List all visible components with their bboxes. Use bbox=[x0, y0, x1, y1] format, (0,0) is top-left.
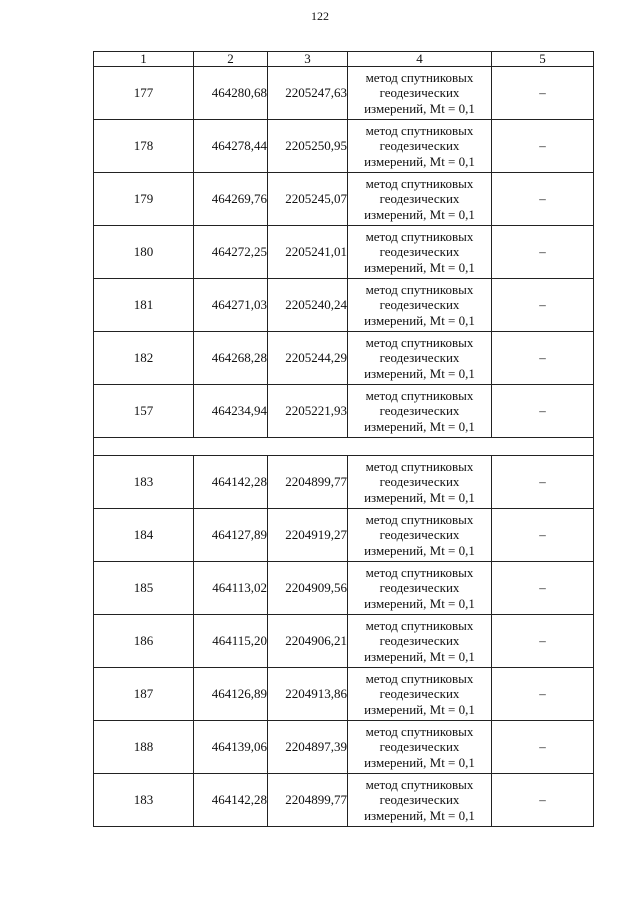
method-cell bbox=[348, 332, 492, 385]
method-line: измерений, Mt = 0,1 bbox=[364, 701, 475, 717]
method-line: геодезических bbox=[379, 244, 460, 260]
coordinate-y: 2204919,27 bbox=[268, 509, 348, 562]
coordinate-x: 464126,89 bbox=[194, 668, 268, 721]
note-cell: – bbox=[492, 120, 594, 173]
table-row bbox=[94, 668, 594, 721]
method-line: измерений, Mt = 0,1 bbox=[364, 542, 475, 558]
method-line: геодезических bbox=[379, 474, 460, 490]
note-cell: – bbox=[492, 721, 594, 774]
note-cell: – bbox=[492, 774, 594, 827]
method-line: измерений, Mt = 0,1 bbox=[364, 259, 475, 275]
method-line: геодезических bbox=[379, 686, 460, 702]
column-header: 4 bbox=[348, 52, 492, 67]
method-line: геодезических bbox=[379, 350, 460, 366]
point-number: 188 bbox=[94, 721, 194, 774]
coordinate-y: 2205244,29 bbox=[268, 332, 348, 385]
note-cell: – bbox=[492, 226, 594, 279]
method-cell bbox=[348, 67, 492, 120]
point-number: 180 bbox=[94, 226, 194, 279]
column-header: 1 bbox=[94, 52, 194, 67]
method-line: метод спутниковых bbox=[365, 122, 474, 138]
point-number: 183 bbox=[94, 456, 194, 509]
method-line: измерений, Mt = 0,1 bbox=[364, 100, 475, 116]
coordinate-x: 464142,28 bbox=[194, 774, 268, 827]
method-line: измерений, Mt = 0,1 bbox=[364, 206, 475, 222]
separator-row bbox=[94, 438, 594, 456]
coordinate-y: 2205250,95 bbox=[268, 120, 348, 173]
method-line: метод спутниковых bbox=[365, 564, 474, 580]
method-cell bbox=[348, 562, 492, 615]
note-cell: – bbox=[492, 332, 594, 385]
method-line: измерений, Mt = 0,1 bbox=[364, 365, 475, 381]
method-cell bbox=[348, 668, 492, 721]
coordinate-y: 2205247,63 bbox=[268, 67, 348, 120]
note-cell: – bbox=[492, 385, 594, 438]
point-number: 184 bbox=[94, 509, 194, 562]
column-header: 5 bbox=[492, 52, 594, 67]
point-number: 178 bbox=[94, 120, 194, 173]
coordinate-y: 2204909,56 bbox=[268, 562, 348, 615]
method-line: геодезических bbox=[379, 85, 460, 101]
note-cell: – bbox=[492, 456, 594, 509]
table-row bbox=[94, 279, 594, 332]
method-line: метод спутниковых bbox=[365, 175, 474, 191]
table-row bbox=[94, 385, 594, 438]
table-row bbox=[94, 456, 594, 509]
coordinate-y: 2204899,77 bbox=[268, 774, 348, 827]
coordinate-x: 464278,44 bbox=[194, 120, 268, 173]
table-row bbox=[94, 615, 594, 668]
method-line: измерений, Mt = 0,1 bbox=[364, 807, 475, 823]
coordinate-x: 464234,94 bbox=[194, 385, 268, 438]
method-line: метод спутниковых bbox=[365, 69, 474, 85]
method-line: метод спутниковых bbox=[365, 228, 474, 244]
coordinate-x: 464139,06 bbox=[194, 721, 268, 774]
method-cell bbox=[348, 721, 492, 774]
method-line: метод спутниковых bbox=[365, 723, 474, 739]
coordinate-y: 2205245,07 bbox=[268, 173, 348, 226]
coordinate-y: 2204913,86 bbox=[268, 668, 348, 721]
method-line: геодезических bbox=[379, 739, 460, 755]
point-number: 186 bbox=[94, 615, 194, 668]
point-number: 183 bbox=[94, 774, 194, 827]
coordinate-y: 2205221,93 bbox=[268, 385, 348, 438]
point-number: 185 bbox=[94, 562, 194, 615]
page-number: 122 bbox=[311, 9, 329, 23]
separator-cell bbox=[94, 438, 594, 456]
method-cell bbox=[348, 456, 492, 509]
method-cell bbox=[348, 509, 492, 562]
coordinate-y: 2204906,21 bbox=[268, 615, 348, 668]
method-line: геодезических bbox=[379, 403, 460, 419]
method-line: измерений, Mt = 0,1 bbox=[364, 418, 475, 434]
method-line: геодезических bbox=[379, 792, 460, 808]
coordinate-x: 464113,02 bbox=[194, 562, 268, 615]
method-line: геодезических bbox=[379, 580, 460, 596]
method-line: геодезических bbox=[379, 527, 460, 543]
coordinate-y: 2205240,24 bbox=[268, 279, 348, 332]
method-line: измерений, Mt = 0,1 bbox=[364, 153, 475, 169]
column-header: 3 bbox=[268, 52, 348, 67]
method-cell bbox=[348, 385, 492, 438]
note-cell: – bbox=[492, 615, 594, 668]
note-cell: – bbox=[492, 509, 594, 562]
table-row bbox=[94, 173, 594, 226]
table-row bbox=[94, 721, 594, 774]
column-header: 2 bbox=[194, 52, 268, 67]
coordinates-table bbox=[93, 51, 594, 827]
point-number: 182 bbox=[94, 332, 194, 385]
method-line: измерений, Mt = 0,1 bbox=[364, 595, 475, 611]
coordinate-x: 464115,20 bbox=[194, 615, 268, 668]
method-line: метод спутниковых bbox=[365, 334, 474, 350]
method-cell bbox=[348, 226, 492, 279]
method-line: измерений, Mt = 0,1 bbox=[364, 312, 475, 328]
method-line: метод спутниковых bbox=[365, 670, 474, 686]
coordinate-y: 2204899,77 bbox=[268, 456, 348, 509]
note-cell: – bbox=[492, 279, 594, 332]
note-cell: – bbox=[492, 668, 594, 721]
method-line: измерений, Mt = 0,1 bbox=[364, 648, 475, 664]
method-cell bbox=[348, 774, 492, 827]
coordinate-y: 2204897,39 bbox=[268, 721, 348, 774]
coordinate-x: 464271,03 bbox=[194, 279, 268, 332]
method-line: метод спутниковых bbox=[365, 617, 474, 633]
table-row bbox=[94, 509, 594, 562]
table-row bbox=[94, 226, 594, 279]
method-line: геодезических bbox=[379, 297, 460, 313]
table-header-row bbox=[94, 52, 594, 67]
table-row bbox=[94, 67, 594, 120]
table-row bbox=[94, 332, 594, 385]
method-cell bbox=[348, 615, 492, 668]
point-number: 187 bbox=[94, 668, 194, 721]
note-cell: – bbox=[492, 562, 594, 615]
point-number: 177 bbox=[94, 67, 194, 120]
method-line: геодезических bbox=[379, 191, 460, 207]
method-line: метод спутниковых bbox=[365, 387, 474, 403]
note-cell: – bbox=[492, 67, 594, 120]
coordinate-x: 464280,68 bbox=[194, 67, 268, 120]
note-cell: – bbox=[492, 173, 594, 226]
method-line: измерений, Mt = 0,1 bbox=[364, 489, 475, 505]
point-number: 157 bbox=[94, 385, 194, 438]
method-line: метод спутниковых bbox=[365, 776, 474, 792]
table-row bbox=[94, 562, 594, 615]
coordinate-x: 464142,28 bbox=[194, 456, 268, 509]
coordinate-x: 464272,25 bbox=[194, 226, 268, 279]
coordinate-x: 464268,28 bbox=[194, 332, 268, 385]
method-line: геодезических bbox=[379, 138, 460, 154]
coordinate-x: 464127,89 bbox=[194, 509, 268, 562]
method-cell bbox=[348, 173, 492, 226]
coordinate-x: 464269,76 bbox=[194, 173, 268, 226]
point-number: 181 bbox=[94, 279, 194, 332]
method-line: метод спутниковых bbox=[365, 511, 474, 527]
method-cell bbox=[348, 120, 492, 173]
method-line: метод спутниковых bbox=[365, 458, 474, 474]
method-line: метод спутниковых bbox=[365, 281, 474, 297]
coordinate-y: 2205241,01 bbox=[268, 226, 348, 279]
method-line: измерений, Mt = 0,1 bbox=[364, 754, 475, 770]
table-row bbox=[94, 120, 594, 173]
method-cell bbox=[348, 279, 492, 332]
point-number: 179 bbox=[94, 173, 194, 226]
method-line: геодезических bbox=[379, 633, 460, 649]
table-row bbox=[94, 774, 594, 827]
